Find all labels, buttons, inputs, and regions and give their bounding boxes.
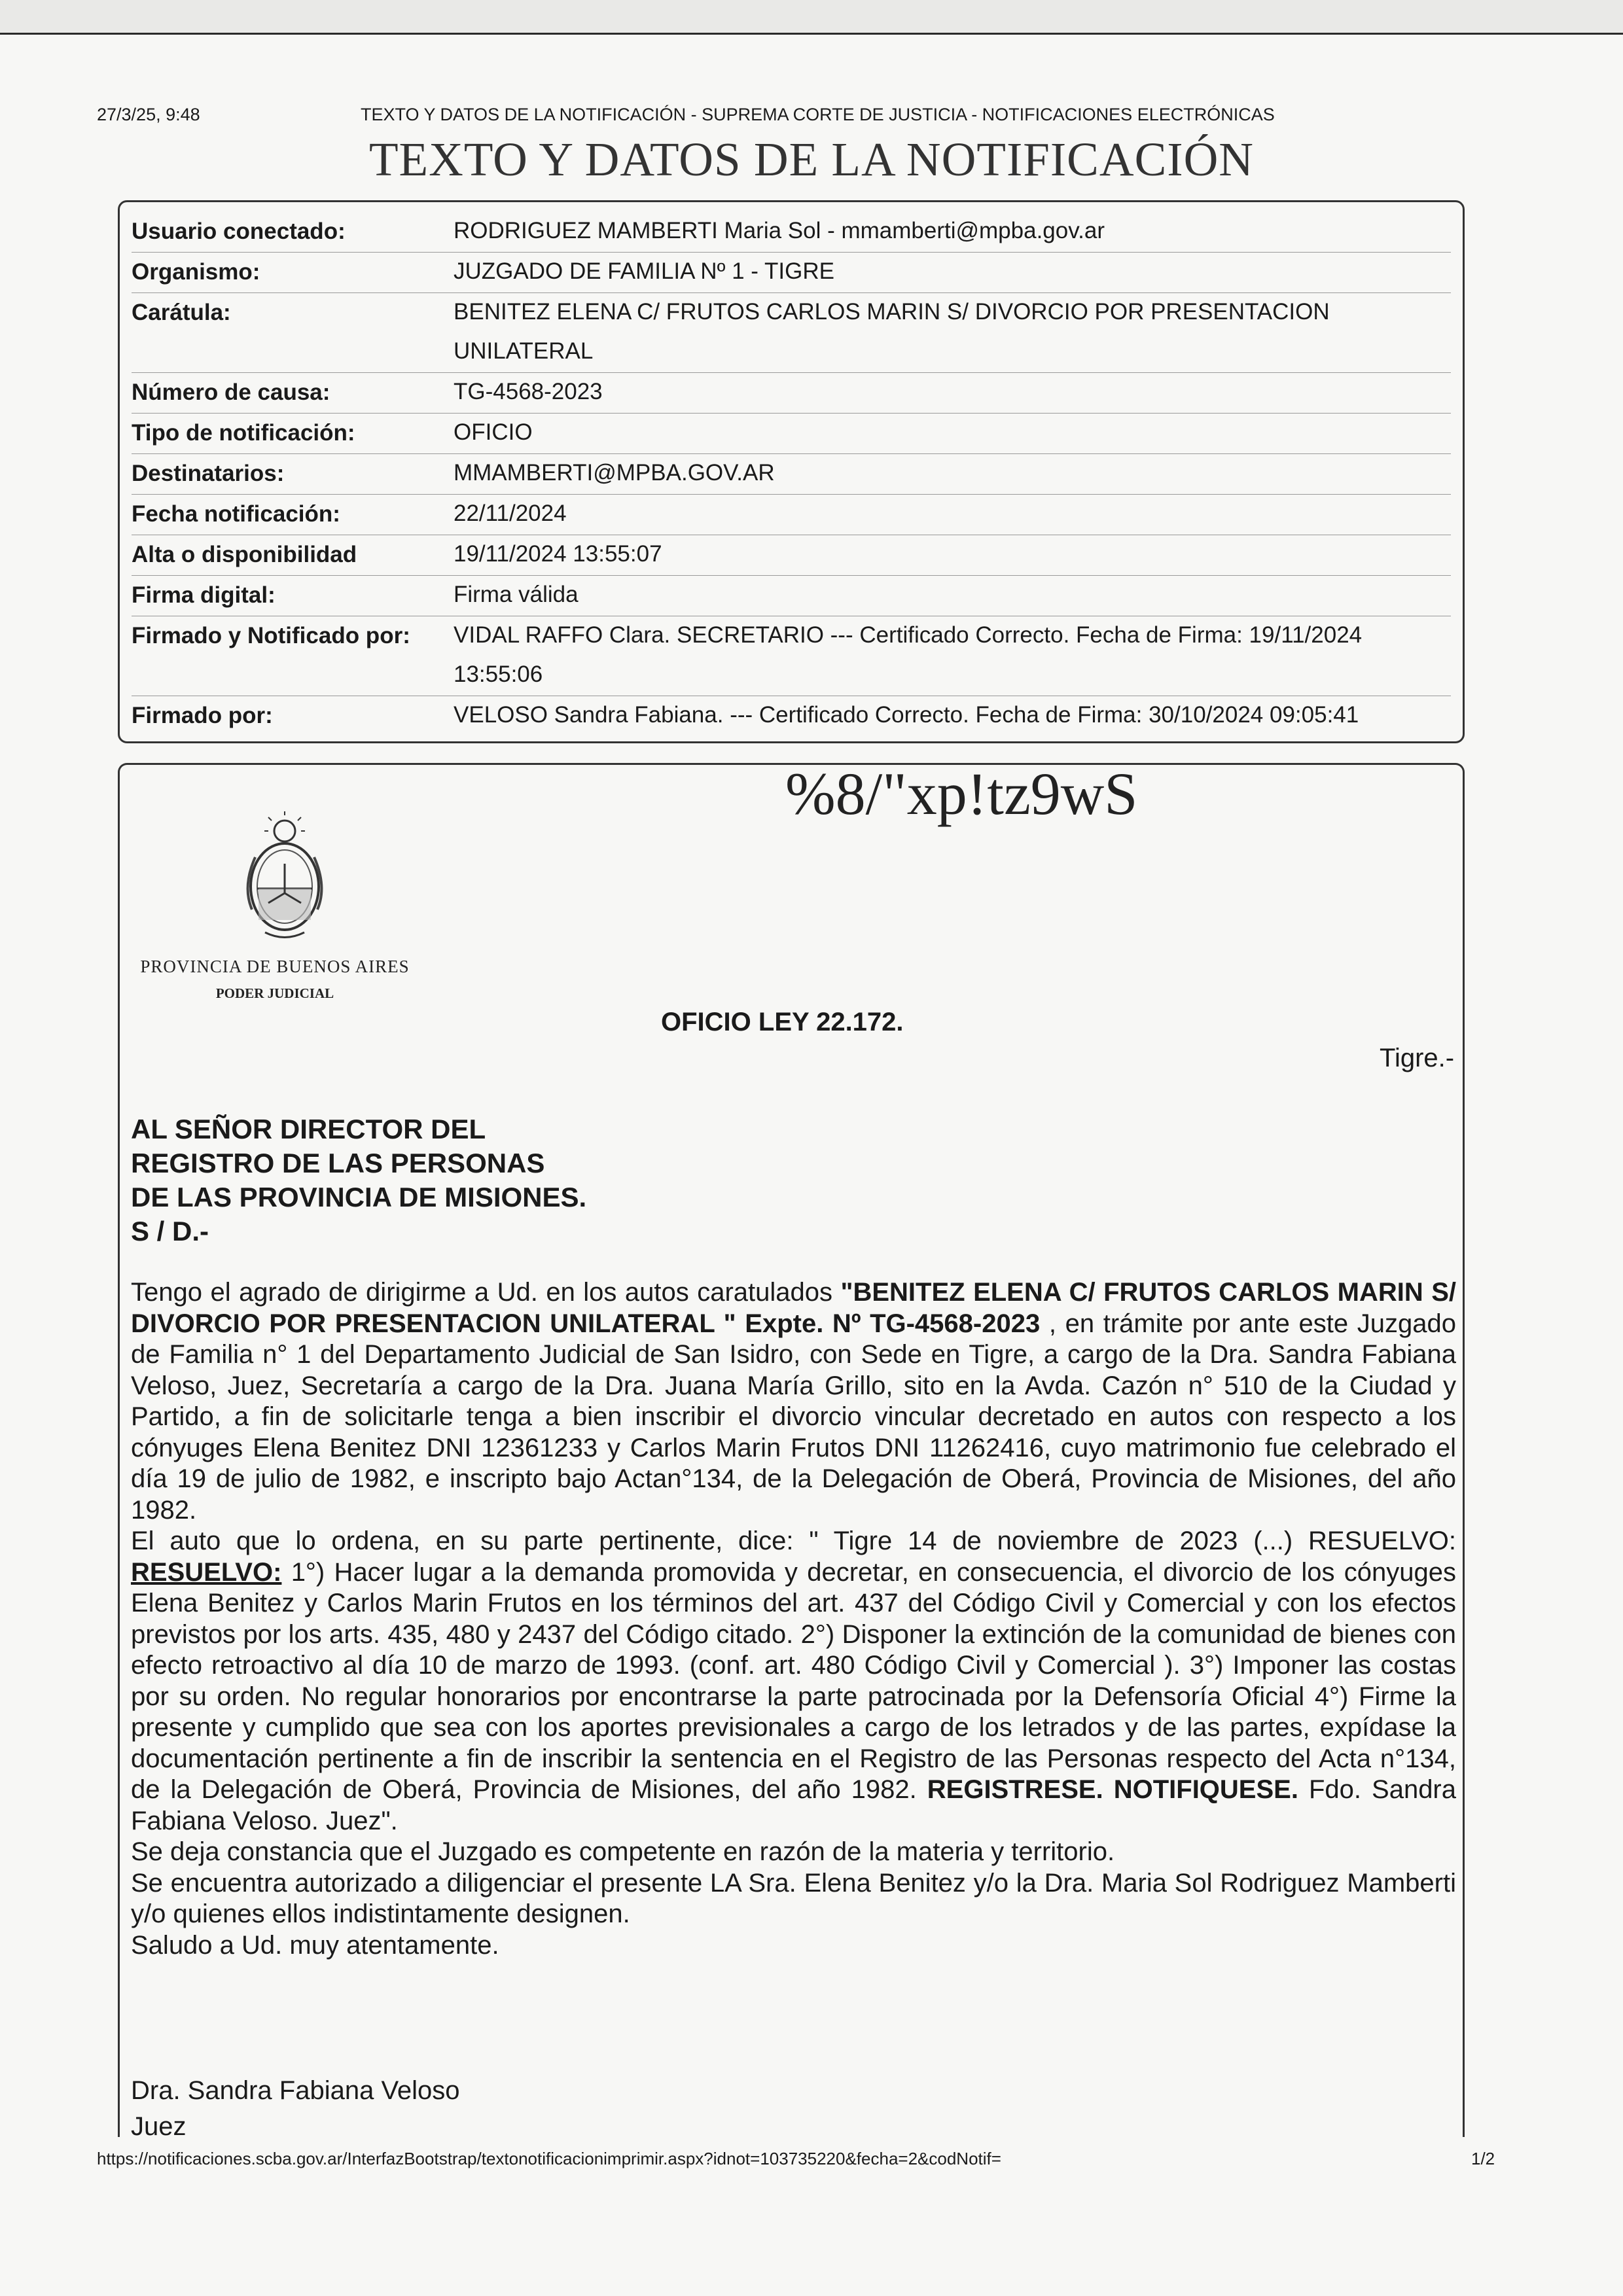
field-row-usuario (132, 211, 1451, 253)
field-label: Tipo de notificación: (132, 420, 355, 446)
resuelvo-label: RESUELVO: (131, 1557, 282, 1587)
field-value: TG-4568-2023 (454, 379, 603, 404)
field-value: 19/11/2024 13:55:07 (454, 541, 662, 567)
paragraph-closing: Saludo a Ud. muy atentamente. (131, 1930, 499, 1960)
registrese-label: REGISTRESE. NOTIFIQUESE. (927, 1775, 1298, 1804)
page-number: 1/2 (1471, 2149, 1495, 2168)
print-running-title: TEXTO Y DATOS DE LA NOTIFICACIÓN - SUPREMA CORTE DE JUSTICIA - NOTIFICACIONES ELECTRÓNICAS (361, 105, 1275, 124)
field-label: Firmado por: (132, 703, 273, 728)
place-line: Tigre.- (1380, 1044, 1455, 1072)
paragraph-competence: Se deja constancia que el Juzgado es competente en razón de la materia y territorio. (131, 1837, 1115, 1866)
signer-name: Dra. Sandra Fabiana Veloso (131, 2076, 460, 2105)
addressee-line: S / D.- (131, 1216, 209, 1246)
signer-role: Juez (131, 2112, 187, 2141)
field-value: VELOSO Sandra Fabiana. --- Certificado Correcto. Fecha de Firma: 30/10/2024 09:05:41 (454, 702, 1359, 728)
print-header (97, 105, 1537, 125)
field-row-caratula (132, 292, 1451, 373)
field-value: Firma válida (454, 582, 579, 607)
paragraph-intro (131, 1277, 1456, 1526)
field-label: Destinatarios: (132, 461, 285, 486)
page-title: TEXTO Y DATOS DE LA NOTIFICACIÓN (368, 133, 1255, 186)
case-caption: "BENITEZ ELENA C/ FRUTOS CARLOS MARIN S/ DIVORCIO POR PRESENTACION UNILATERAL " Expte. Nº TG-4568-2023 (131, 1278, 1457, 1338)
field-value: JUZGADO DE FAMILIA Nº 1 - TIGRE (454, 258, 834, 284)
paragraph-resolution (131, 1526, 1456, 1837)
field-row-organismo (132, 252, 1451, 293)
field-label: Alta o disponibilidad (132, 542, 357, 567)
text-span: Fdo. Sandra Fabiana Veloso. Juez". (131, 1775, 1457, 1835)
field-value: VIDAL RAFFO Clara. SECRETARIO --- Certificado Correcto. Fecha de Firma: 19/11/2024 13:55:06 (454, 622, 1363, 687)
field-value: RODRIGUEZ MAMBERTI Maria Sol - mmamberti@mpba.gov.ar (454, 218, 1105, 243)
text-span: , en trámite por ante este Juzgado de Familia n° 1 del Departamento Judicial de San Isidro, con Sede en Tigre, a cargo de la Dra. Sandra Fabiana Veloso, Juez, Secretaría a cargo de la Dra. Juana María Grillo, sito en la Avda. Cazón n° 510 de la Ciudad y Partido, a fin de solicitarle tenga a bien inscribir el divorcio vincular decretado en autos con respecto a los cónyuges Elena Benitez DNI 12361233 y Carlos Marin Frutos DNI 11262416, cuyo matrimonio fue celebrado el día 19 de julio de 1982, e inscripto bajo Actan°134, de la Delegación de Oberá, Provincia de Misiones, del año 1982. (131, 1309, 1456, 1525)
field-row-fecha (132, 494, 1451, 535)
footer-url: https://notificaciones.scba.gov.ar/InterfazBootstrap/textonotificacionimprimir.aspx?idnot=103735220&fecha=2&codNotif= (97, 2149, 1001, 2168)
field-label: Carátula: (132, 300, 231, 325)
addressee-line: DE LAS PROVINCIA DE MISIONES. (131, 1182, 587, 1212)
print-datetime: 27/3/25, 9:48 (97, 105, 200, 124)
field-row-destinatarios (132, 453, 1451, 495)
field-row-numero-causa (132, 372, 1451, 414)
province-coat-of-arms-icon (236, 811, 334, 962)
field-label: Firma digital: (132, 582, 276, 608)
notification-code: %8/"xp!tz9wS (785, 760, 1138, 827)
signature-block (131, 2073, 460, 2145)
text-span: Tengo el agrado de dirigirme a Ud. en los autos caratulados (131, 1278, 841, 1307)
field-value: 22/11/2024 (454, 501, 567, 526)
field-value: MMAMBERTI@MPBA.GOV.AR (454, 460, 775, 486)
field-label: Fecha notificación: (132, 501, 340, 527)
document-heading: OFICIO LEY 22.172. (661, 1008, 904, 1036)
field-value: OFICIO (454, 419, 533, 445)
field-row-firmado (132, 696, 1451, 736)
judicial-power-label: PODER JUDICIAL (215, 985, 334, 1001)
field-row-firma-digital (132, 575, 1451, 616)
field-row-firmado-notificado (132, 616, 1451, 696)
field-row-alta (132, 535, 1451, 576)
field-value: BENITEZ ELENA C/ FRUTOS CARLOS MARIN S/ DIVORCIO POR PRESENTACION UNILATERAL (454, 299, 1330, 364)
addressee-line: REGISTRO DE LAS PERSONAS (131, 1148, 545, 1178)
text-span: 1°) Hacer lugar a la demanda promovida y decretar, en consecuencia, el divorcio de los cónyuges Elena Benitez y Carlos Marin Frutos en los términos del art. 437 del Código Civil y Comercial y con los efectos previstos por los arts. 435, 480 y 2437 del Código citado. 2°) Disponer la extinción de la comunidad de bienes con efecto retroactivo al día 10 de marzo de 1993. (conf. art. 480 Código Civil y Comercial ). 3°) Imponer las costas por su orden. No regular honorarios por encontrarse la parte patrocinada por la Defensoría Oficial 4°) Firme la presente y cumplido que sea con los aportes previsionales a cargo de los letrados y de las partes, expídase la documentación pertinente a fin de inscribir la sentencia en el Registro de las Personas respecto del Acta n°134, de la Delegación de Oberá, Provincia de Misiones, del año 1982. (131, 1557, 1456, 1804)
notification-data-table (118, 200, 1465, 743)
field-label: Firmado y Notificado por: (132, 623, 410, 648)
field-label: Número de causa: (132, 380, 330, 405)
notification-body (131, 1277, 1456, 1961)
addressee-line: AL SEÑOR DIRECTOR DEL (131, 1114, 486, 1144)
addressee-block (131, 1112, 586, 1248)
field-row-tipo (132, 413, 1451, 454)
field-label: Organismo: (132, 259, 260, 285)
scan-edge (0, 0, 1623, 35)
province-name: PROVINCIA DE BUENOS AIRES (140, 957, 410, 976)
field-label: Usuario conectado: (132, 219, 346, 244)
paragraph-authorized: Se encuentra autorizado a diligenciar el presente LA Sra. Elena Benitez y/o la Dra. Maria Sol Rodriguez Mamberti y/o quienes ellos indistintamente designen. (131, 1868, 1456, 1928)
text-span: El auto que lo ordena, en su parte pertinente, dice: " Tigre 14 de noviembre de 2023 (...) RESUELVO: (131, 1527, 1456, 1555)
